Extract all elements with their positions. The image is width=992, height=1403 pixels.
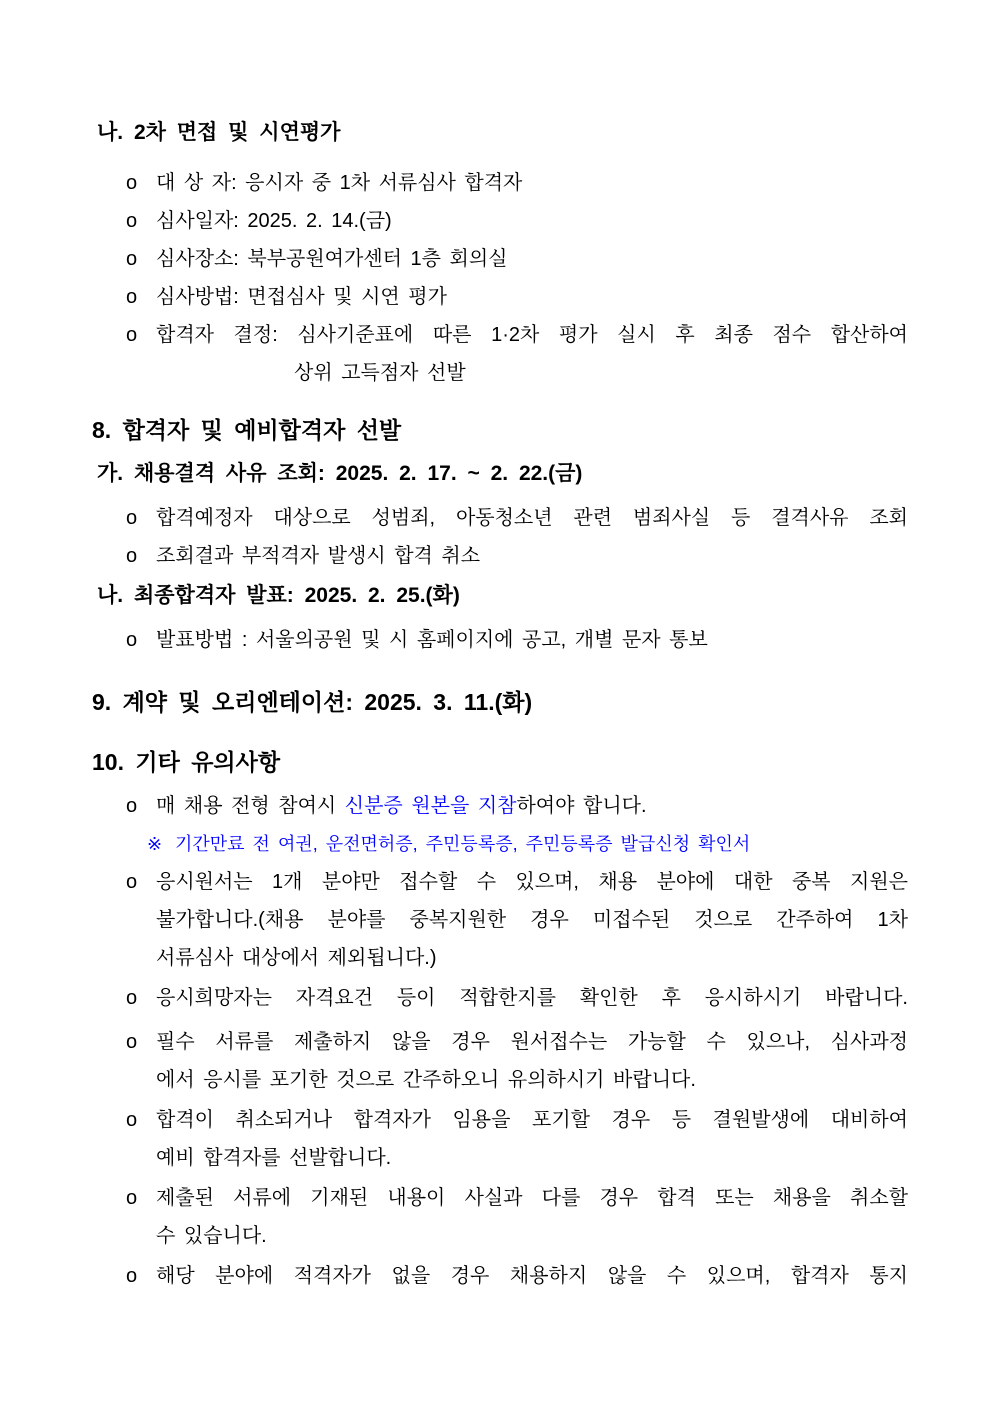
bullet-text-announce: 발표방법 : 서울의공원 및 시 홈페이지에 공고, 개별 문자 통보 bbox=[156, 629, 708, 651]
section-heading-notes: 10. 기타 유의사항 bbox=[92, 749, 281, 775]
decision-line-2: 상위 고득점자 선발 bbox=[294, 362, 466, 384]
bullet-item-target bbox=[92, 164, 908, 202]
bullet-text-place: 심사장소: 북부공원여가센터 1층 회의실 bbox=[156, 248, 508, 270]
bullet-text-check: 합격예정자 대상으로 성범죄, 아동청소년 관련 범죄사실 등 결격사유 조회 bbox=[156, 507, 908, 529]
bullet-marker: o bbox=[126, 324, 138, 346]
id-card-prefix: 매 채용 전형 참여시 bbox=[156, 795, 345, 817]
bullet-marker: o bbox=[126, 210, 138, 232]
bullet-item-qualification bbox=[92, 979, 908, 1017]
bullet-text-false-info bbox=[156, 1179, 908, 1255]
bullet-marker: o bbox=[126, 1187, 138, 1209]
bullet-text-required-docs bbox=[156, 1023, 908, 1099]
bullet-marker: o bbox=[126, 1265, 138, 1287]
single-apply-line-3: 서류심사 대상에서 제외됩니다.) bbox=[156, 947, 437, 969]
bullet-text-single-apply bbox=[156, 863, 908, 977]
bullet-marker: o bbox=[126, 545, 138, 567]
reserve-line-1: 합격이 취소되거나 합격자가 임용을 포기할 경우 등 결원발생에 대비하여 bbox=[156, 1109, 908, 1131]
subsection-heading-disqualify-check: 가. 채용결격 사유 조회: 2025. 2. 17. ~ 2. 22.(금) bbox=[97, 462, 583, 485]
false-info-line-2: 수 있습니다. bbox=[156, 1225, 267, 1247]
bullet-marker: o bbox=[126, 1109, 138, 1131]
bullet-item-single-apply bbox=[92, 863, 908, 977]
decision-line-1: 합격자 결정: 심사기준표에 따른 1·2차 평가 실시 후 최종 점수 합산하여 bbox=[156, 324, 908, 346]
section-heading-contract: 9. 계약 및 오리엔테이션: 2025. 3. 11.(화) bbox=[92, 689, 533, 715]
bullet-text-id-card bbox=[156, 787, 908, 825]
subsection-heading-final-announce: 나. 최종합격자 발표: 2025. 2. 25.(화) bbox=[97, 584, 460, 607]
bullet-marker: o bbox=[126, 987, 138, 1009]
bullet-item-no-suitable bbox=[92, 1257, 908, 1295]
bullet-marker: o bbox=[126, 871, 138, 893]
bullet-text-target: 대 상 자: 응시자 중 1차 서류심사 합격자 bbox=[156, 172, 523, 194]
bullet-text-qualification: 응시희망자는 자격요건 등이 적합한지를 확인한 후 응시하시기 바랍니다. bbox=[156, 987, 908, 1009]
bullet-item-check bbox=[92, 499, 908, 537]
bullet-item-reserve bbox=[92, 1101, 908, 1177]
bullet-marker: o bbox=[126, 507, 138, 529]
note-text-id-types: 기간만료 전 여권, 운전면허증, 주민등록증, 주민등록증 발급신청 확인서 bbox=[175, 834, 751, 854]
bullet-text-method: 심사방법: 면접심사 및 시연 평가 bbox=[156, 286, 447, 308]
bullet-item-decision bbox=[92, 316, 908, 392]
reserve-line-2: 예비 합격자를 선발합니다. bbox=[156, 1147, 392, 1169]
section-heading-selection: 8. 합격자 및 예비합격자 선발 bbox=[92, 417, 402, 443]
id-card-highlight: 신분증 원본을 지참 bbox=[344, 795, 517, 817]
bullet-text-cancel: 조회결과 부적격자 발생시 합격 취소 bbox=[156, 545, 481, 567]
bullet-marker: o bbox=[126, 629, 138, 651]
false-info-line-1: 제출된 서류에 기재된 내용이 사실과 다를 경우 합격 또는 채용을 취소할 bbox=[156, 1187, 908, 1209]
note-item-id-types bbox=[92, 825, 908, 863]
bullet-item-id-card bbox=[92, 787, 908, 825]
bullet-text-no-suitable: 해당 분야에 적격자가 없을 경우 채용하지 않을 수 있으며, 합격자 통지 bbox=[156, 1265, 908, 1287]
bullet-marker: o bbox=[126, 172, 138, 194]
bullet-item-place bbox=[92, 240, 908, 278]
single-apply-line-1: 응시원서는 1개 분야만 접수할 수 있으며, 채용 분야에 대한 중복 지원은 bbox=[156, 871, 908, 893]
note-marker: ※ bbox=[147, 834, 163, 854]
bullet-item-false-info bbox=[92, 1179, 908, 1255]
bullet-marker: o bbox=[126, 1031, 138, 1053]
single-apply-line-2: 불가합니다.(채용 분야를 중복지원한 경우 미접수된 것으로 간주하여 1차 bbox=[156, 909, 908, 931]
bullet-item-method bbox=[92, 278, 908, 316]
bullet-item-date bbox=[92, 202, 908, 240]
bullet-marker: o bbox=[126, 795, 138, 817]
bullet-item-required-docs bbox=[92, 1023, 908, 1099]
section-heading-interview: 나. 2차 면접 및 시연평가 bbox=[97, 121, 341, 144]
bullet-text-reserve bbox=[156, 1101, 908, 1177]
bullet-text-decision bbox=[156, 316, 908, 392]
bullet-text-date: 심사일자: 2025. 2. 14.(금) bbox=[156, 210, 392, 232]
required-docs-line-1: 필수 서류를 제출하지 않을 경우 원서접수는 가능할 수 있으나, 심사과정 bbox=[156, 1031, 908, 1053]
bullet-marker: o bbox=[126, 248, 138, 270]
required-docs-line-2: 에서 응시를 포기한 것으로 간주하오니 유의하시기 바랍니다. bbox=[156, 1069, 696, 1091]
id-card-suffix: 하여야 합니다. bbox=[516, 795, 647, 817]
bullet-marker: o bbox=[126, 286, 138, 308]
bullet-item-cancel bbox=[92, 537, 908, 575]
bullet-item-announce bbox=[92, 621, 908, 659]
